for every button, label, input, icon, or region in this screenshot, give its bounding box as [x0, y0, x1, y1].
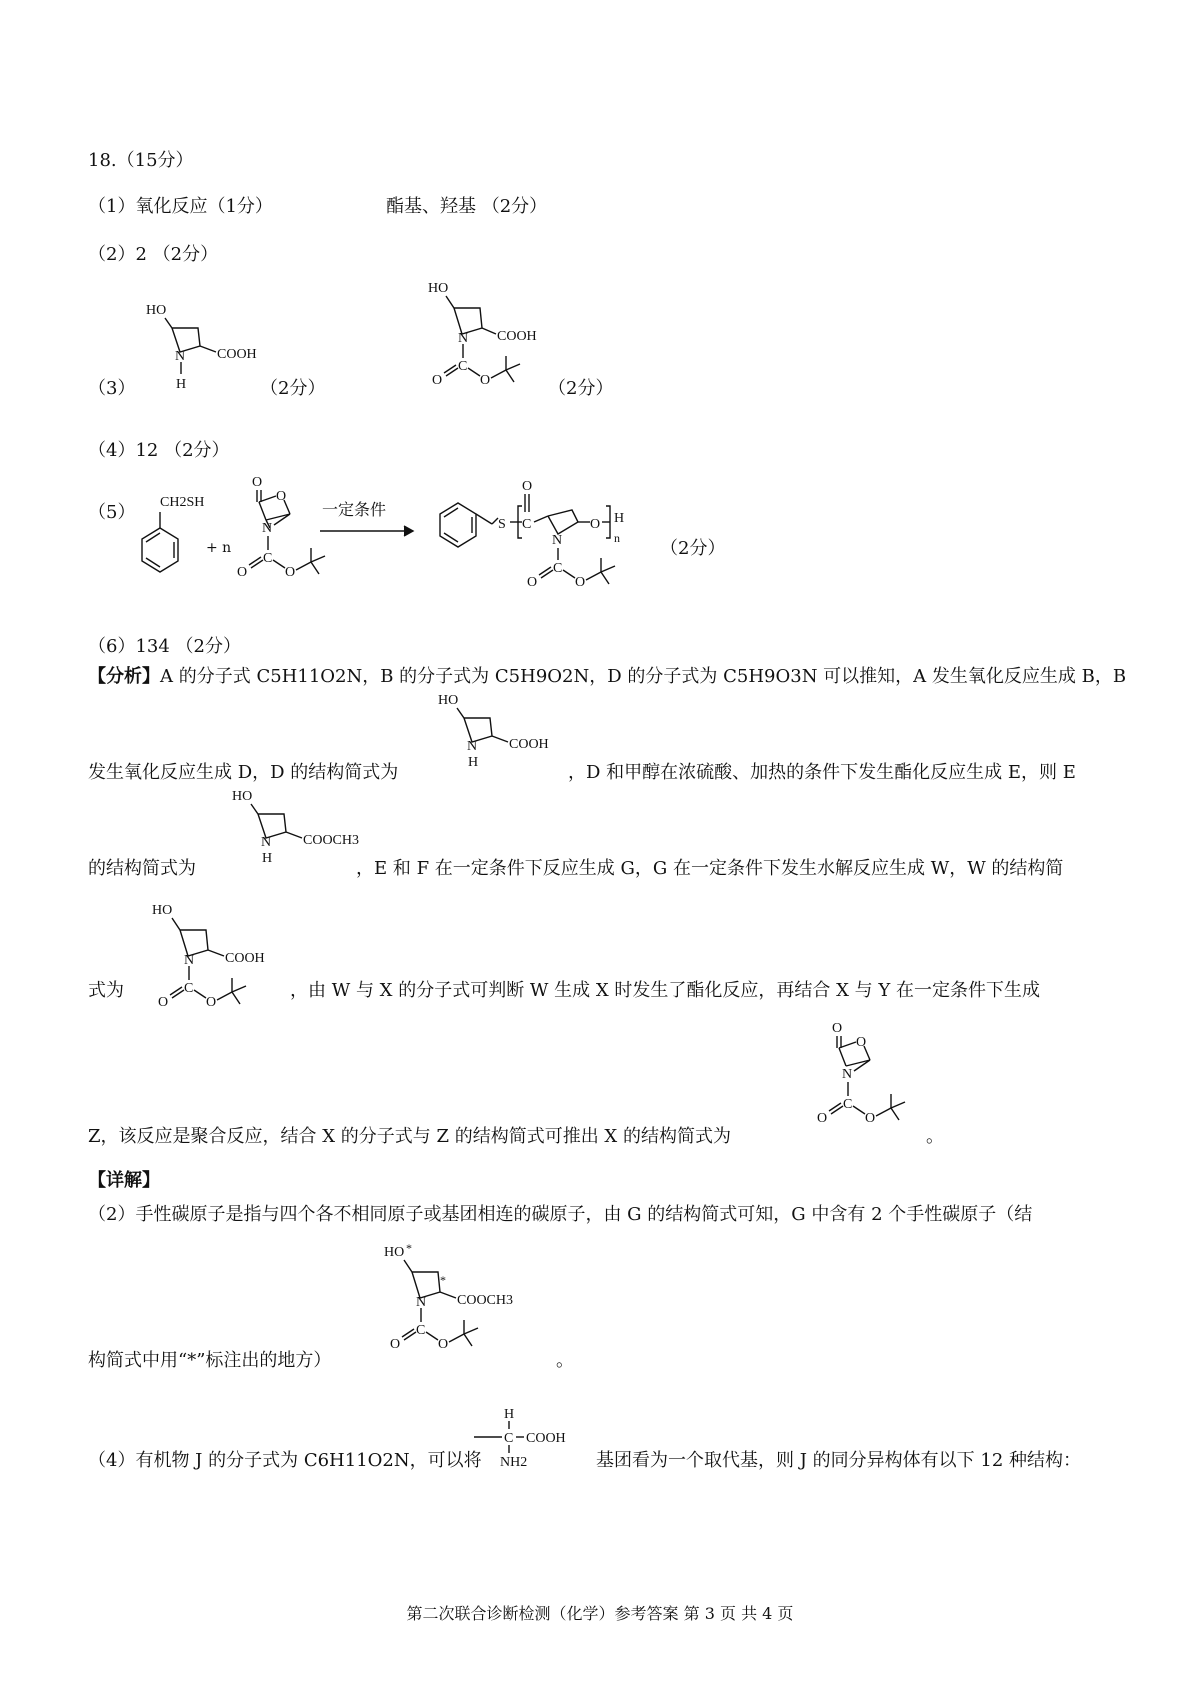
- analysis-p4b: ，由 W 与 X 的分子式可判断 W 生成 X 时发生了酯化反应，再结合 X 与 Y 在一定条件下生成: [290, 980, 1040, 1001]
- analysis-p2a: 发生氧化反应生成 D，D 的结构简式为: [88, 762, 399, 783]
- structure-G-chiral: [382, 1240, 562, 1370]
- analysis-p5b: 。: [926, 1126, 944, 1147]
- analysis-line-1: [88, 666, 1126, 688]
- svg-text:O: O: [575, 575, 586, 590]
- svg-text:O: O: [252, 475, 263, 490]
- chiral-star-1: *: [406, 1241, 412, 1255]
- label-cooh: COOH: [217, 347, 257, 362]
- svg-text:O: O: [856, 1035, 867, 1050]
- answer-3-score-a: （2分）: [260, 378, 326, 399]
- svg-text:n: n: [614, 531, 620, 545]
- svg-text:HO: HO: [152, 903, 173, 918]
- svg-text:NH2: NH2: [500, 1455, 528, 1470]
- svg-text:HO: HO: [384, 1245, 405, 1260]
- answer-4: （4）12 （2分）: [88, 440, 230, 461]
- svg-text:C: C: [416, 1323, 426, 1338]
- svg-text:N: N: [458, 331, 469, 346]
- detail-p2b: 。: [556, 1350, 574, 1371]
- label-ho: HO: [146, 303, 167, 318]
- svg-text:C: C: [504, 1431, 514, 1446]
- svg-text:O: O: [527, 575, 538, 590]
- svg-text:C: C: [263, 551, 273, 566]
- svg-text:O: O: [480, 373, 491, 388]
- answer-5-label: （5）: [88, 502, 136, 523]
- answer-3-label: （3）: [88, 378, 136, 399]
- svg-text:HO: HO: [438, 693, 459, 708]
- structure-D: [432, 690, 562, 780]
- svg-text:CH2SH: CH2SH: [160, 495, 205, 510]
- label-h: H: [176, 377, 187, 392]
- svg-text:N: N: [184, 953, 195, 968]
- analysis-p1: A 的分子式 C5H11O2N，B 的分子式为 C5H9O2N，D 的分子式为 C5H9O3N 可以推知，A 发生氧化反应生成 B，B: [160, 666, 1127, 687]
- answer-2: （2）2 （2分）: [88, 244, 219, 265]
- answer-3-score-b: （2分）: [548, 378, 614, 399]
- svg-text:N: N: [467, 739, 478, 754]
- svg-text:O: O: [276, 489, 287, 504]
- analysis-p4a: 式为: [88, 980, 124, 1001]
- analysis-p5a: Z，该反应是聚合反应，结合 X 的分子式与 Z 的结构简式可推出 X 的结构简式为: [88, 1126, 731, 1147]
- svg-text:O: O: [237, 565, 248, 580]
- svg-text:O: O: [832, 1021, 843, 1036]
- svg-text:COOH: COOH: [225, 951, 265, 966]
- svg-text:O: O: [590, 517, 601, 532]
- svg-text:HO: HO: [428, 281, 449, 296]
- chiral-star-2: *: [440, 1273, 446, 1287]
- svg-text:S: S: [498, 517, 506, 532]
- answer-5-score: （2分）: [660, 538, 726, 559]
- detail-p3a: （4）有机物 J 的分子式为 C6H11O2N，可以将: [88, 1450, 482, 1471]
- svg-text:N: N: [261, 835, 272, 850]
- structure-polymer-product: [418, 470, 658, 600]
- svg-text:H: H: [262, 851, 273, 866]
- page-footer: 第二次联合诊断检测（化学）参考答案 第 3 页 共 4 页: [406, 1604, 794, 1623]
- svg-text:N: N: [842, 1067, 853, 1082]
- svg-text:O: O: [390, 1337, 401, 1352]
- question-header: 18.（15分）: [88, 150, 194, 171]
- detail-p2a: 构简式中用“*”标注出的地方）: [88, 1350, 332, 1371]
- analysis-p3a: 的结构简式为: [88, 858, 196, 879]
- svg-text:N: N: [552, 533, 563, 548]
- analysis-tag: 【分析】: [88, 666, 160, 687]
- svg-text:COOH: COOH: [509, 737, 549, 752]
- analysis-p2b: ，D 和甲醇在浓硫酸、加热的条件下发生酯化反应生成 E，则 E: [568, 762, 1076, 783]
- svg-text:N: N: [262, 521, 273, 536]
- structure-E: [226, 786, 376, 876]
- structure-X: [806, 1016, 926, 1146]
- svg-text:HO: HO: [232, 789, 253, 804]
- svg-text:C: C: [522, 517, 532, 532]
- svg-text:O: O: [438, 1337, 449, 1352]
- label-n: N: [175, 349, 186, 364]
- detail-p1: （2）手性碳原子是指与四个各不相同原子或基团相连的碳原子，由 G 的结构简式可知，G 中含有 2 个手性碳原子（结: [88, 1204, 1033, 1225]
- answer-6: （6）134 （2分）: [88, 636, 241, 657]
- svg-text:O: O: [206, 995, 217, 1010]
- reaction-plus-n: + n: [206, 540, 232, 556]
- svg-text:C: C: [843, 1097, 853, 1112]
- svg-text:O: O: [817, 1111, 828, 1126]
- detail-p3b: 基团看为一个取代基，则 J 的同分异构体有以下 12 种结构：: [596, 1450, 1082, 1471]
- svg-text:COOCH3: COOCH3: [457, 1293, 514, 1308]
- svg-text:O: O: [285, 565, 296, 580]
- svg-text:H: H: [614, 511, 625, 526]
- reaction-condition: 一定条件: [322, 500, 387, 519]
- svg-text:C: C: [184, 981, 194, 996]
- answer-1-label: （1）氧化反应（1分）: [88, 196, 273, 217]
- svg-text:O: O: [158, 995, 169, 1010]
- structure-benzyl-thiol: [136, 488, 216, 598]
- structure-boc-hydroxyproline: [418, 278, 558, 408]
- svg-text:COOCH3: COOCH3: [303, 833, 360, 848]
- svg-text:O: O: [522, 479, 533, 494]
- svg-text:N: N: [416, 1295, 427, 1310]
- structure-W: [150, 898, 300, 1018]
- detail-tag: 【详解】: [88, 1170, 160, 1191]
- svg-text:COOH: COOH: [526, 1431, 566, 1446]
- structure-hydroxyproline: [140, 300, 270, 400]
- structure-amino-acid-group: [470, 1404, 600, 1474]
- svg-text:O: O: [432, 373, 443, 388]
- answer-1-text: 酯基、羟基 （2分）: [386, 196, 548, 217]
- svg-text:H: H: [468, 755, 479, 770]
- analysis-p3b: ，E 和 F 在一定条件下反应生成 G，G 在一定条件下发生水解反应生成 W，W 的结构简: [356, 858, 1064, 879]
- svg-text:O: O: [865, 1111, 876, 1126]
- svg-text:H: H: [504, 1407, 515, 1422]
- svg-text:C: C: [458, 359, 468, 374]
- svg-text:C: C: [553, 561, 563, 576]
- svg-text:COOH: COOH: [497, 329, 537, 344]
- reaction-arrow: [318, 524, 418, 538]
